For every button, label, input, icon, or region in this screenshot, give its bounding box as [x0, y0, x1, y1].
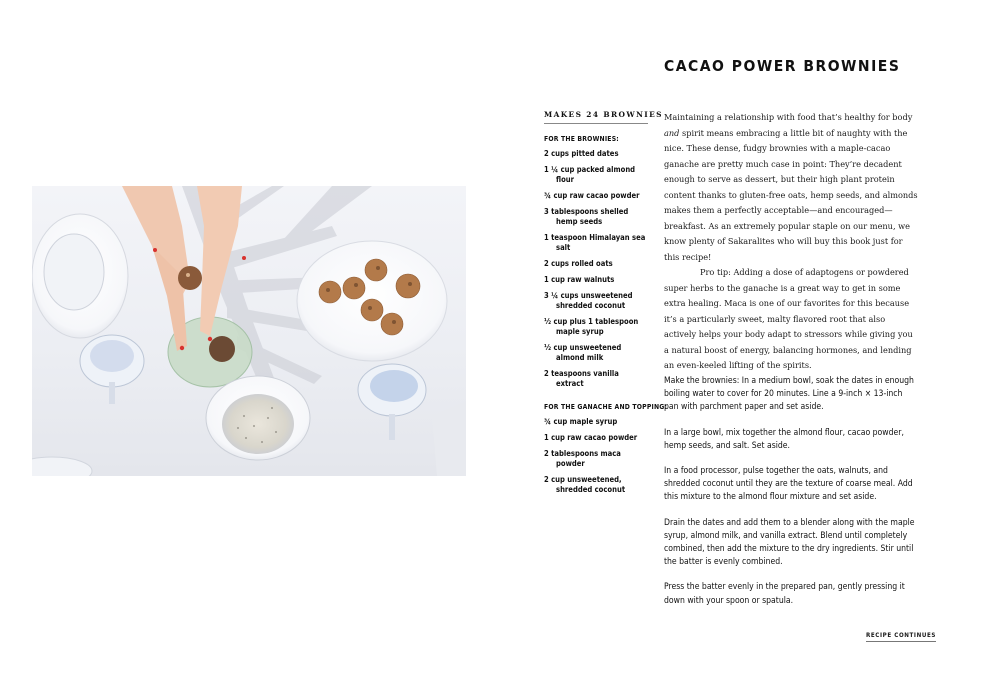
list-item: 2 cups pitted dates — [544, 149, 619, 158]
brownies-list — [544, 149, 648, 389]
ingredients-column — [544, 110, 668, 501]
method-step: Drain the dates and add them to a blender along with the maple syrup, almond milk, and vanilla extract. Blend until completely combined, then add the mixture to the dry ingredients. Stir until the batter is evenly combined. — [664, 517, 915, 568]
intro-paragraph-1 — [664, 110, 918, 265]
method-step: In a large bowl, mix together the almond flour, cacao powder, hemp seeds, and salt. Set aside. — [664, 427, 904, 451]
method-step: Press the batter evenly in the prepared pan, gently pressing it down with your spoon or spatula. — [664, 582, 905, 606]
list-item: ½ cup unsweetened almond milk — [544, 343, 622, 362]
list-item: ¾ cup maple syrup — [544, 417, 618, 426]
list-item: 3 ¼ cups unsweetened shredded coconut — [544, 291, 633, 310]
list-item: ¾ cup raw cacao powder — [544, 191, 640, 200]
ganache-heading: FOR THE GANACHE AND TOPPING: — [544, 403, 668, 411]
recipe-title: CACAO POWER BROWNIES — [664, 57, 901, 75]
intro-text-part: Maintaining a relationship with food that’s healthy for body — [664, 112, 913, 122]
list-item: 3 tablespoons shelled hemp seeds — [544, 207, 629, 226]
list-item: ½ cup plus 1 tablespoon maple syrup — [544, 317, 639, 336]
method-step: In a food processor, pulse together the oats, walnuts, and shredded coconut until they are the texture of coarse meal. Add this mixture to the almond flour mixture and set aside. — [664, 466, 913, 503]
intro-paragraph-2: Pro tip: Adding a dose of adaptogens or powdered super herbs to the ganache is a great way to get in some extra healing. Maca is one of our favorites for this because it’s a particularly sweet, malty flavored root that also actively helps your body adapt to stressors while giving you a natural boost of energy, balancing hormones, and lending an even-keeled lifting of the spirits. — [664, 267, 913, 370]
list-item: 1 cup raw walnuts — [544, 275, 615, 284]
list-item: 2 tablespoons maca powder — [544, 449, 621, 468]
method-steps — [664, 375, 918, 620]
list-item: 2 cup unsweetened, shredded coconut — [544, 475, 626, 494]
list-item: 2 teaspoons vanilla extract — [544, 369, 619, 388]
list-item: 1 ¼ cup packed almond flour — [544, 165, 636, 184]
list-item: 1 cup raw cacao powder — [544, 433, 638, 442]
list-item: 2 cups rolled oats — [544, 259, 613, 268]
list-item: 1 teaspoon Himalayan sea salt — [544, 233, 646, 252]
brownies-heading: FOR THE BROWNIES: — [544, 135, 619, 143]
food-photo-illustration — [32, 186, 466, 476]
recipe-continues-label: RECIPE CONTINUES — [866, 632, 936, 642]
ganache-list — [544, 417, 648, 495]
intro-emphasis: and — [664, 127, 680, 138]
yield-label: MAKES 24 BROWNIES — [544, 110, 648, 124]
intro-text — [664, 110, 918, 374]
method-step: Make the brownies: In a medium bowl, soak the dates in enough boiling water to cover for 20 minutes. Line a 9-inch × 13-inch pan with parchment paper and set aside. — [664, 376, 914, 413]
food-photo — [32, 186, 466, 476]
intro-text-part: spirit means embracing a little bit of naughty with the nice. These dense, fudgy brownies with a maple-cacao ganache are pretty much case in point: They’re decadent enough to serve as dessert, but their high plant protein content thanks to gluten-free oats, hemp seeds, and almonds makes them a perfectly acceptable—and encouraged—breakfast. As an extremely popular staple on our menu, we know plenty of Sakaralites who will buy this book just for this recipe! — [664, 127, 918, 262]
